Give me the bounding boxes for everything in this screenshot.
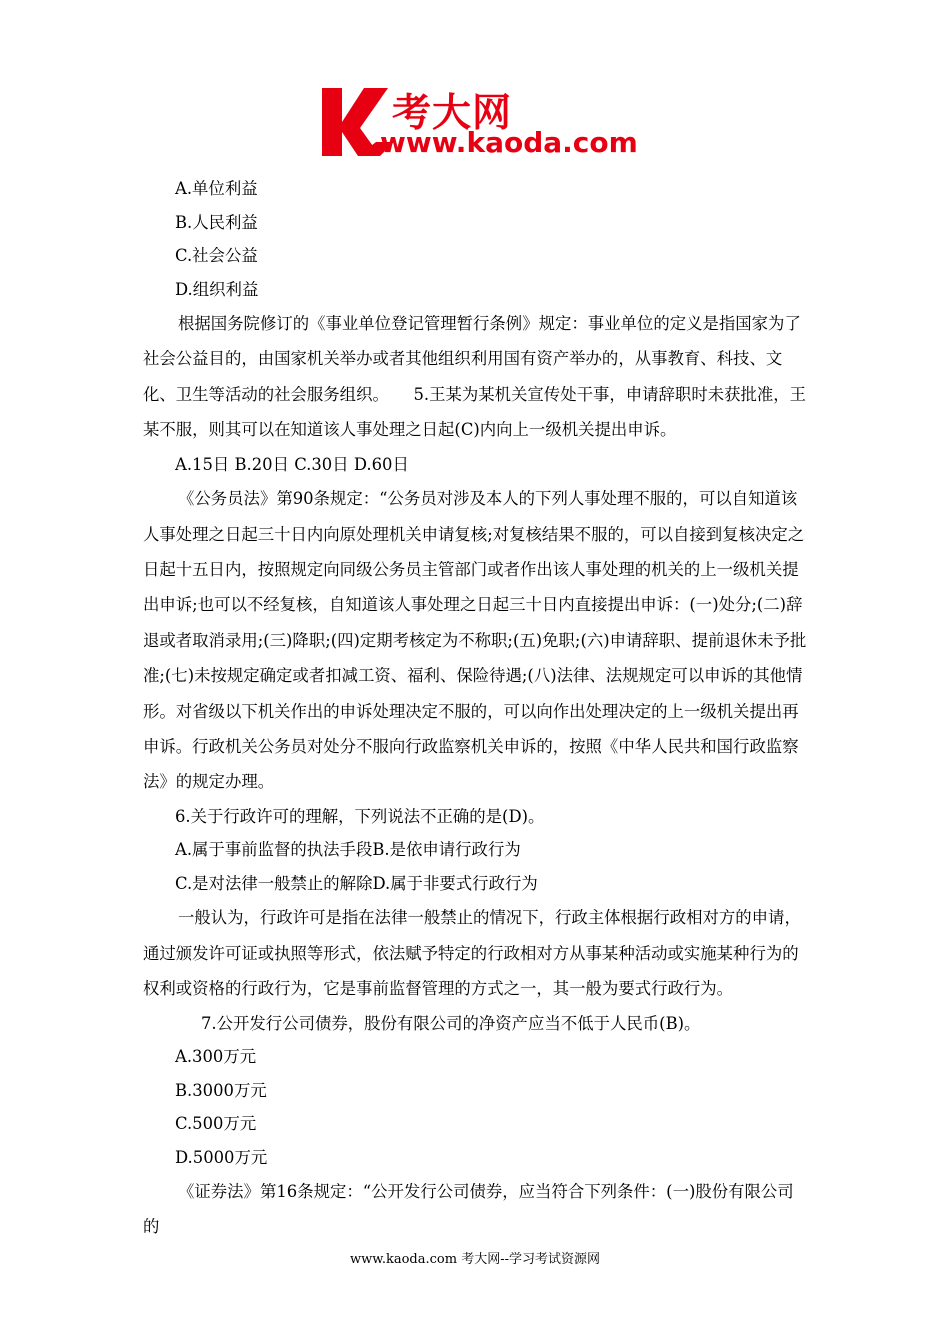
site-logo — [318, 82, 648, 162]
document-body — [143, 172, 810, 1245]
brand-name: 考大网 — [392, 91, 513, 136]
option-d: D.5000万元 — [175, 1147, 268, 1167]
option-a: A.单位利益 — [175, 179, 258, 198]
option-d: D.组织利益 — [175, 279, 259, 299]
explanation-paragraph: 《证券法》第16条规定：“公开发行公司债券，应当符合下列条件：(一)股份有限公司的 — [143, 1182, 794, 1237]
explanation-paragraph: 一般认为，行政许可是指在法律一般禁止的情况下，行政主体根据行政相对方的申请，通过颁发许可证或执照等形式，依法赋予特定的行政相对方从事某种活动或实施某种行为的权利或资格的行政行为，它是事前监督管理的方式之一，其一般为要式行政行为。 — [143, 908, 801, 999]
page-footer: www.kaoda.com 考大网--学习考试资源网 — [350, 1252, 600, 1267]
brand-url: www.kaoda.com — [380, 126, 638, 159]
option-b: B.3000万元 — [175, 1080, 267, 1100]
question-6: 6.关于行政许可的理解，下列说法不正确的是(D)。 — [175, 806, 545, 826]
question-6-options: A.属于事前监督的执法手段B.是依申请行政行为 — [175, 840, 521, 860]
explanation-paragraph: 根据国务院修订的《事业单位登记管理暂行条例》规定：事业单位的定义是指国家为了社会公益目的，由国家机关举办或者其他组织利用国有资产举办的，从事教育、科技、文化、卫生等活动的社会服务组织。 5.王某为某机关宣传处干事，申请辞职时未获批准，王某不服，则其可以在知道该人事处理之日起(C)内向上一级机关提出申诉。 — [143, 314, 807, 440]
question-5-options: A.15日 B.20日 C.30日 D.60日 — [175, 454, 409, 474]
option-c: C.社会公益 — [175, 246, 258, 265]
option-c: C.500万元 — [175, 1114, 257, 1133]
question-7: 7.公开发行公司债券，股份有限公司的净资产应当不低于人民币(B)。 — [201, 1013, 701, 1033]
question-6-options: C.是对法律一般禁止的解除D.属于非要式行政行为 — [175, 873, 538, 893]
option-a: A.300万元 — [175, 1047, 257, 1066]
option-b: B.人民利益 — [175, 212, 258, 232]
explanation-paragraph: 《公务员法》第90条规定：“公务员对涉及本人的下列人事处理不服的，可以自知道该人事处理之日起三十日内向原处理机关申请复核;对复核结果不服的，可以自接到复核决定之日起十五日内，按照规定向同级公务员主管部门或者作出该人事处理的机关的上一级机关提出申诉;也可以不经复核，自知道该人事处理之日起三十日内直接提出申诉：(一)处分;(二)辞退或者取消录用;(三)降职;(四)定期考核定为不称职;(五)免职;(六)申请辞职、提前退休未予批准;(七)未按规定确定或者扣减工资、福利、保险待遇;(八)法律、法规规定可以申诉的其他情形。对省级以下机关作出的申诉处理决定不服的，可以向作出处理决定的上一级机关提出再申诉。行政机关公务员对处分不服向行政监察机关申诉的，按照《中华人民共和国行政监察法》的规定办理。 — [143, 489, 807, 792]
